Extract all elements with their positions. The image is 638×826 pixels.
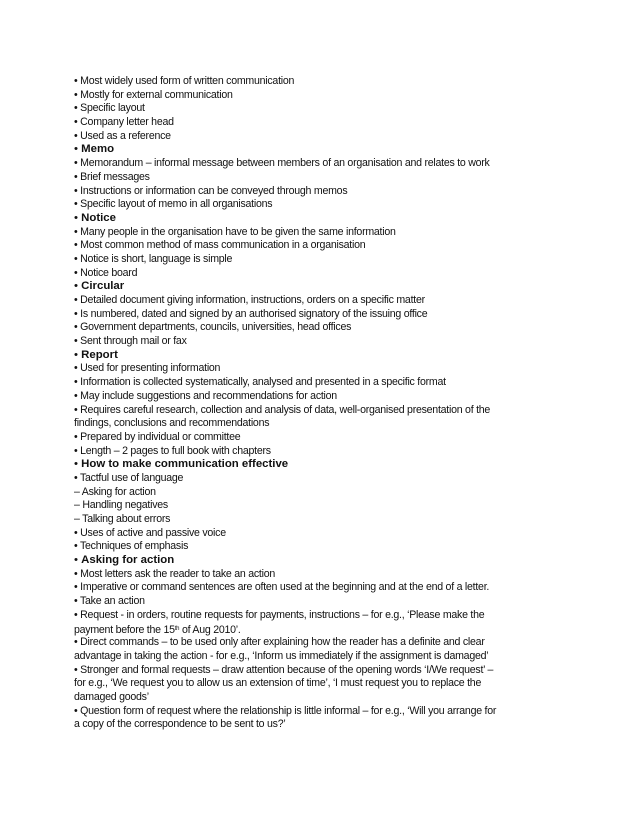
text-line: [74, 267, 594, 281]
line-text: a copy of the correspondence to be sent to us?’: [74, 718, 286, 731]
text-line: [74, 308, 594, 322]
line-text: • Most letters ask the reader to take an action: [74, 567, 275, 580]
line-text: • Take an action: [74, 595, 145, 608]
bullet-glyph: •: [74, 458, 82, 471]
text-line: [74, 198, 594, 212]
bullet-glyph: •: [74, 143, 82, 156]
text-line: [74, 431, 594, 445]
line-text: • Request - in orders, routine requests for payments, instructions – for e.g., ‘Please make the: [74, 608, 485, 621]
line-text: • Specific layout of memo in all organisations: [74, 198, 273, 211]
line-text: • Used for presenting information: [74, 362, 221, 375]
heading-text: Report: [81, 348, 118, 361]
text-line: [74, 609, 594, 623]
line-text: • Brief messages: [74, 170, 150, 183]
heading-text: Asking for action: [81, 554, 175, 567]
line-text: payment before the 15: [74, 623, 175, 636]
line-text: • Imperative or command sentences are often used at the beginning and at the end of a letter.: [74, 581, 490, 594]
text-line: [74, 486, 594, 500]
line-text: • Most widely used form of written communication: [74, 75, 295, 87]
text-line: [74, 664, 594, 678]
line-text: • Sent through mail or fax: [74, 335, 187, 348]
heading-text: Memo: [81, 143, 115, 156]
text-line: [74, 239, 594, 253]
line-text: – Asking for action: [74, 485, 156, 498]
text-line: [74, 335, 594, 349]
text-line: [74, 294, 594, 308]
line-text: • Most common method of mass communication in a organisation: [74, 239, 366, 252]
line-text: findings, conclusions and recommendations: [74, 417, 270, 430]
line-text: • Detailed document giving information, instructions, orders on a specific matter: [74, 294, 425, 306]
text-line: [74, 705, 594, 719]
line-text: • Memorandum – informal message between members of an organisation and relates to work: [74, 157, 490, 170]
line-text: – Handling negatives: [74, 499, 168, 512]
line-text: damaged goods’: [74, 690, 149, 703]
text-line: [74, 623, 594, 637]
line-text: • May include suggestions and recommendations for action: [74, 389, 337, 402]
line-text: • Notice is short, language is simple: [74, 252, 233, 265]
text-line: [74, 636, 594, 650]
text-line: [74, 404, 594, 418]
text-line: [74, 527, 594, 541]
heading-text: Notice: [81, 211, 116, 224]
line-text: • Requires careful research, collection and analysis of data, well-organised presentation of the: [74, 403, 491, 416]
text-line: [74, 376, 594, 390]
line-text: • Specific layout: [74, 102, 145, 115]
line-text: for e.g., ‘We request you to allow us an extension of time’, ‘I must request you to replace the: [74, 677, 482, 690]
line-text: • Direct commands – to be used only after explaining how the reader has a definite and clear: [74, 636, 485, 649]
text-line: [74, 102, 594, 116]
superscript-text: th: [174, 625, 180, 632]
text-line: [74, 718, 594, 732]
line-text: • Information is collected systematically, analysed and presented in a specific format: [74, 376, 446, 389]
line-text-continued: of Aug 2010’.: [179, 623, 241, 636]
line-text: • Many people in the organisation have to be given the same information: [74, 225, 396, 238]
line-text: • Instructions or information can be conveyed through memos: [74, 184, 348, 197]
line-text: advantage in taking the action - for e.g., ‘Inform us immediately if the assignment is damaged’: [74, 649, 489, 662]
line-text: • Government departments, councils, universities, head offices: [74, 321, 352, 334]
text-line: [74, 472, 594, 486]
line-text: • Stronger and formal requests – draw attention because of the opening words ‘I/We request’ –: [74, 663, 494, 676]
section-heading: [74, 212, 594, 226]
line-text: • Is numbered, dated and signed by an authorised signatory of the issuing office: [74, 307, 428, 320]
text-line: [74, 568, 594, 582]
text-line: [74, 89, 594, 103]
bullet-glyph: •: [74, 211, 82, 224]
text-line: [74, 513, 594, 527]
text-line: [74, 321, 594, 335]
section-heading: [74, 554, 594, 568]
line-text: • Length – 2 pages to full book with chapters: [74, 444, 271, 457]
section-heading: [74, 280, 594, 294]
text-line: [74, 540, 594, 554]
document-page: [74, 75, 594, 732]
text-line: [74, 650, 594, 664]
heading-text: How to make communication effective: [81, 458, 289, 471]
line-text: • Notice board: [74, 266, 138, 279]
heading-text: Circular: [81, 280, 125, 293]
line-text: • Mostly for external communication: [74, 88, 233, 101]
text-line: [74, 157, 594, 171]
line-text: • Techniques of emphasis: [74, 540, 189, 553]
text-line: [74, 499, 594, 513]
line-text: – Talking about errors: [74, 513, 171, 525]
line-text: • Question form of request where the relationship is little informal – for e.g., ‘Will you arrange for: [74, 704, 497, 717]
text-line: [74, 595, 594, 609]
section-heading: [74, 458, 594, 472]
section-heading: [74, 349, 594, 363]
text-line: [74, 130, 594, 144]
line-text: • Used as a reference: [74, 129, 171, 142]
bullet-glyph: •: [74, 554, 82, 567]
bullet-glyph: •: [74, 280, 82, 293]
text-line: [74, 691, 594, 705]
text-line: [74, 445, 594, 459]
text-line: [74, 116, 594, 130]
bullet-glyph: •: [74, 348, 82, 361]
text-line: [74, 226, 594, 240]
text-line: [74, 253, 594, 267]
text-line: [74, 362, 594, 376]
section-heading: [74, 143, 594, 157]
text-line: [74, 185, 594, 199]
text-line: [74, 581, 594, 595]
text-line: [74, 677, 594, 691]
line-text: • Uses of active and passive voice: [74, 526, 226, 539]
text-line: [74, 417, 594, 431]
text-line: [74, 171, 594, 185]
text-line: [74, 75, 594, 89]
text-line: [74, 390, 594, 404]
line-text: • Company letter head: [74, 116, 174, 129]
line-text: • Prepared by individual or committee: [74, 430, 241, 443]
line-text: • Tactful use of language: [74, 471, 184, 484]
